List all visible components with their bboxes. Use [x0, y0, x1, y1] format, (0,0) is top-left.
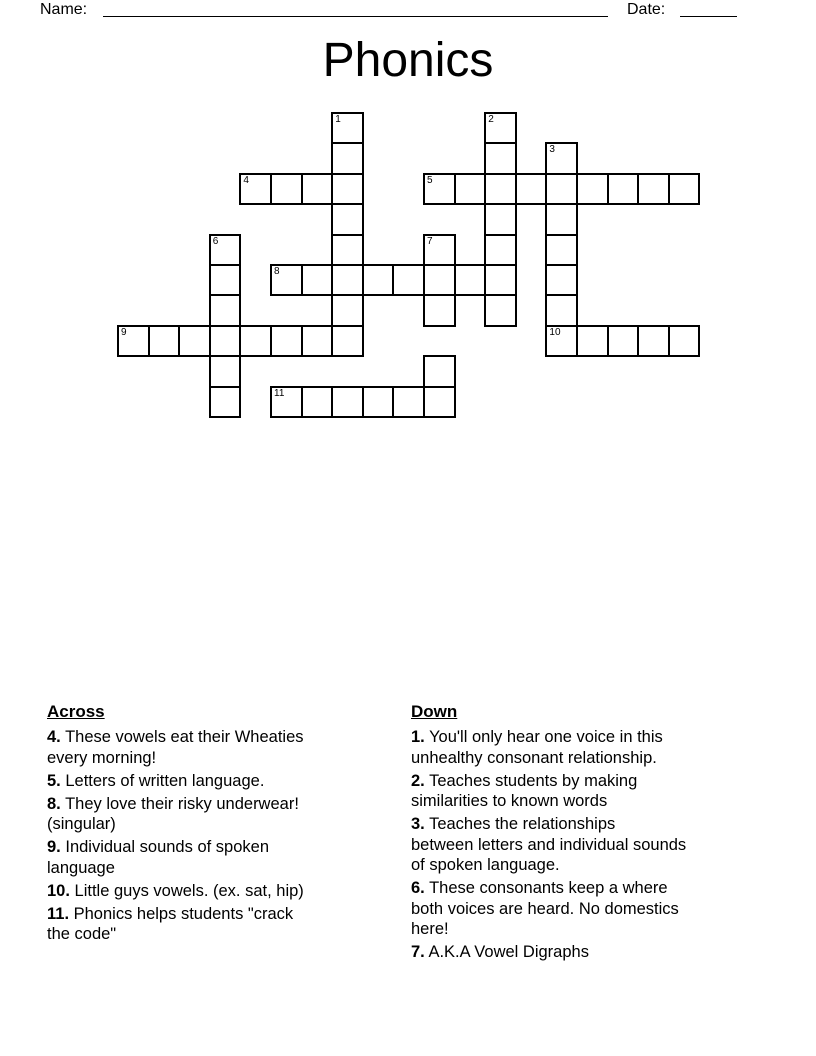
grid-cell — [270, 264, 303, 296]
grid-cell-number: 10 — [549, 326, 561, 338]
grid-cell — [392, 264, 425, 296]
grid-cell — [117, 325, 150, 357]
clue-text: These consonants keep a where — [429, 879, 668, 897]
grid-cell — [576, 173, 609, 205]
grid-cell — [454, 264, 487, 296]
grid-cell — [362, 386, 395, 418]
grid-cell — [331, 386, 364, 418]
clue-line — [47, 837, 383, 858]
clue-line — [411, 942, 763, 963]
clue-line: similarities to known words — [411, 792, 608, 810]
grid-cell — [423, 264, 456, 296]
clue-number: 9. — [47, 838, 61, 856]
clue-text: Phonics helps students "crack — [73, 904, 294, 923]
clue-line — [411, 771, 763, 792]
clue-number: 5. — [47, 771, 61, 790]
grid-cell-number: 8 — [274, 266, 280, 277]
clue-line: every morning! — [47, 748, 157, 767]
across-heading: Across — [47, 702, 105, 721]
grid-cell — [637, 325, 670, 357]
clue-text: A.K.A Vowel Digraphs — [428, 943, 589, 961]
clue-item — [47, 794, 383, 835]
grid-cell — [270, 386, 303, 418]
grid-cell-number: 3 — [549, 144, 555, 156]
grid-cell-number: 7 — [427, 235, 433, 247]
grid-cell — [607, 173, 640, 205]
clue-line — [47, 904, 383, 925]
grid-cell — [331, 234, 364, 266]
grid-cell — [515, 173, 548, 205]
grid-cell — [668, 173, 701, 205]
clue-item — [47, 771, 383, 792]
clue-number: 10. — [47, 881, 70, 900]
grid-cell — [423, 294, 456, 326]
grid-cell — [331, 173, 364, 205]
grid-cell — [484, 294, 517, 326]
clue-text: Individual sounds of spoken — [65, 838, 269, 856]
grid-cell — [331, 294, 364, 326]
down-clues-section — [411, 701, 763, 965]
grid-cell — [209, 234, 242, 266]
name-blank-line — [103, 1, 608, 17]
grid-cell — [637, 173, 670, 205]
grid-cell — [178, 325, 211, 357]
grid-cell-number: 5 — [427, 174, 433, 186]
clue-number: 3. — [411, 815, 425, 833]
grid-cell — [484, 142, 517, 174]
crossword-grid — [117, 112, 701, 418]
clue-text: They love their risky underwear! — [65, 794, 299, 813]
grid-cell — [668, 325, 701, 357]
clue-text: These vowels eat their Wheaties — [65, 728, 304, 746]
grid-cell — [148, 325, 181, 357]
grid-cell-number: 6 — [212, 235, 219, 247]
grid-cell — [484, 173, 517, 205]
grid-cell — [209, 325, 242, 357]
clue-line: here! — [411, 920, 449, 938]
clue-item — [47, 837, 383, 878]
grid-cell — [331, 203, 364, 235]
grid-cell — [545, 325, 578, 357]
date-label: Date: — [627, 1, 666, 18]
clue-line — [47, 727, 383, 748]
grid-cell — [362, 264, 395, 296]
grid-cell — [484, 203, 517, 235]
grid-cell — [454, 173, 487, 205]
clue-line: (singular) — [47, 815, 116, 833]
name-label: Name: — [40, 1, 88, 18]
grid-cell — [270, 173, 303, 205]
grid-cell — [209, 264, 242, 296]
clue-line: between letters and individual sounds — [411, 835, 687, 854]
grid-cell-number: 2 — [488, 114, 494, 125]
clue-line: both voices are heard. No domestics — [411, 899, 679, 918]
grid-cell — [607, 325, 640, 357]
grid-cell — [209, 386, 242, 418]
grid-cell — [209, 355, 242, 387]
grid-cell — [209, 294, 242, 326]
clue-item — [411, 727, 763, 768]
clue-line: of spoken language. — [411, 856, 560, 874]
clue-text: Teaches the relationships — [429, 815, 616, 833]
clue-line — [411, 814, 763, 835]
clue-number: 7. — [411, 943, 425, 961]
grid-cell — [576, 325, 609, 357]
clue-item — [411, 771, 763, 812]
grid-cell — [423, 234, 456, 266]
grid-cell — [331, 325, 364, 357]
clue-line — [47, 771, 383, 792]
date-blank-line — [680, 1, 737, 17]
page-title: Phonics — [322, 34, 494, 87]
clue-number: 1. — [411, 728, 425, 746]
clue-number: 2. — [411, 771, 425, 790]
clue-text: Letters of written language. — [65, 771, 265, 790]
grid-cell — [301, 386, 334, 418]
grid-cell — [545, 234, 578, 266]
grid-cell — [484, 112, 517, 144]
clue-line: language — [47, 858, 115, 877]
grid-cell-number: 11 — [274, 387, 285, 399]
grid-cell — [239, 173, 272, 205]
grid-cell — [331, 142, 364, 174]
grid-cell — [545, 264, 578, 296]
clue-number: 8. — [47, 794, 61, 813]
clue-line — [47, 881, 383, 902]
down-heading: Down — [411, 702, 458, 721]
grid-cell — [545, 173, 578, 205]
clue-item — [47, 904, 383, 945]
clue-item — [47, 727, 383, 768]
clue-text: Teaches students by making — [429, 771, 638, 790]
clue-number: 11. — [47, 904, 70, 923]
clue-item — [411, 814, 763, 876]
grid-cell-number: 4 — [243, 174, 249, 186]
grid-cell — [392, 386, 425, 418]
grid-cell — [270, 325, 303, 357]
across-clues-section — [47, 701, 383, 947]
down-clue-list — [411, 727, 763, 963]
clue-text: You'll only hear one voice in this — [429, 728, 663, 746]
clue-line — [411, 727, 763, 748]
clue-item — [411, 942, 763, 963]
grid-cell — [423, 355, 456, 387]
grid-cell — [423, 386, 456, 418]
clue-text: Little guys vowels. (ex. sat, hip) — [74, 881, 304, 900]
clue-line — [47, 794, 383, 815]
grid-cell — [545, 203, 578, 235]
grid-cell — [545, 142, 578, 174]
grid-cell — [331, 264, 364, 296]
grid-cell-number: 1 — [335, 114, 341, 125]
grid-cell — [484, 234, 517, 266]
grid-cell — [545, 294, 578, 326]
grid-cell — [423, 173, 456, 205]
clue-number: 4. — [47, 728, 61, 746]
clue-item — [411, 878, 763, 940]
grid-cell-number: 9 — [121, 326, 127, 338]
grid-cell — [239, 325, 272, 357]
across-clue-list — [47, 727, 383, 945]
clue-line — [411, 878, 763, 899]
grid-cell — [301, 264, 334, 296]
grid-cell — [301, 325, 334, 357]
clue-number: 6. — [411, 879, 425, 897]
clue-line: the code" — [47, 925, 117, 943]
grid-cell — [331, 112, 364, 144]
grid-cell — [484, 264, 517, 296]
clue-item — [47, 881, 383, 902]
clue-line: unhealthy consonant relationship. — [411, 748, 657, 767]
grid-cell — [301, 173, 334, 205]
